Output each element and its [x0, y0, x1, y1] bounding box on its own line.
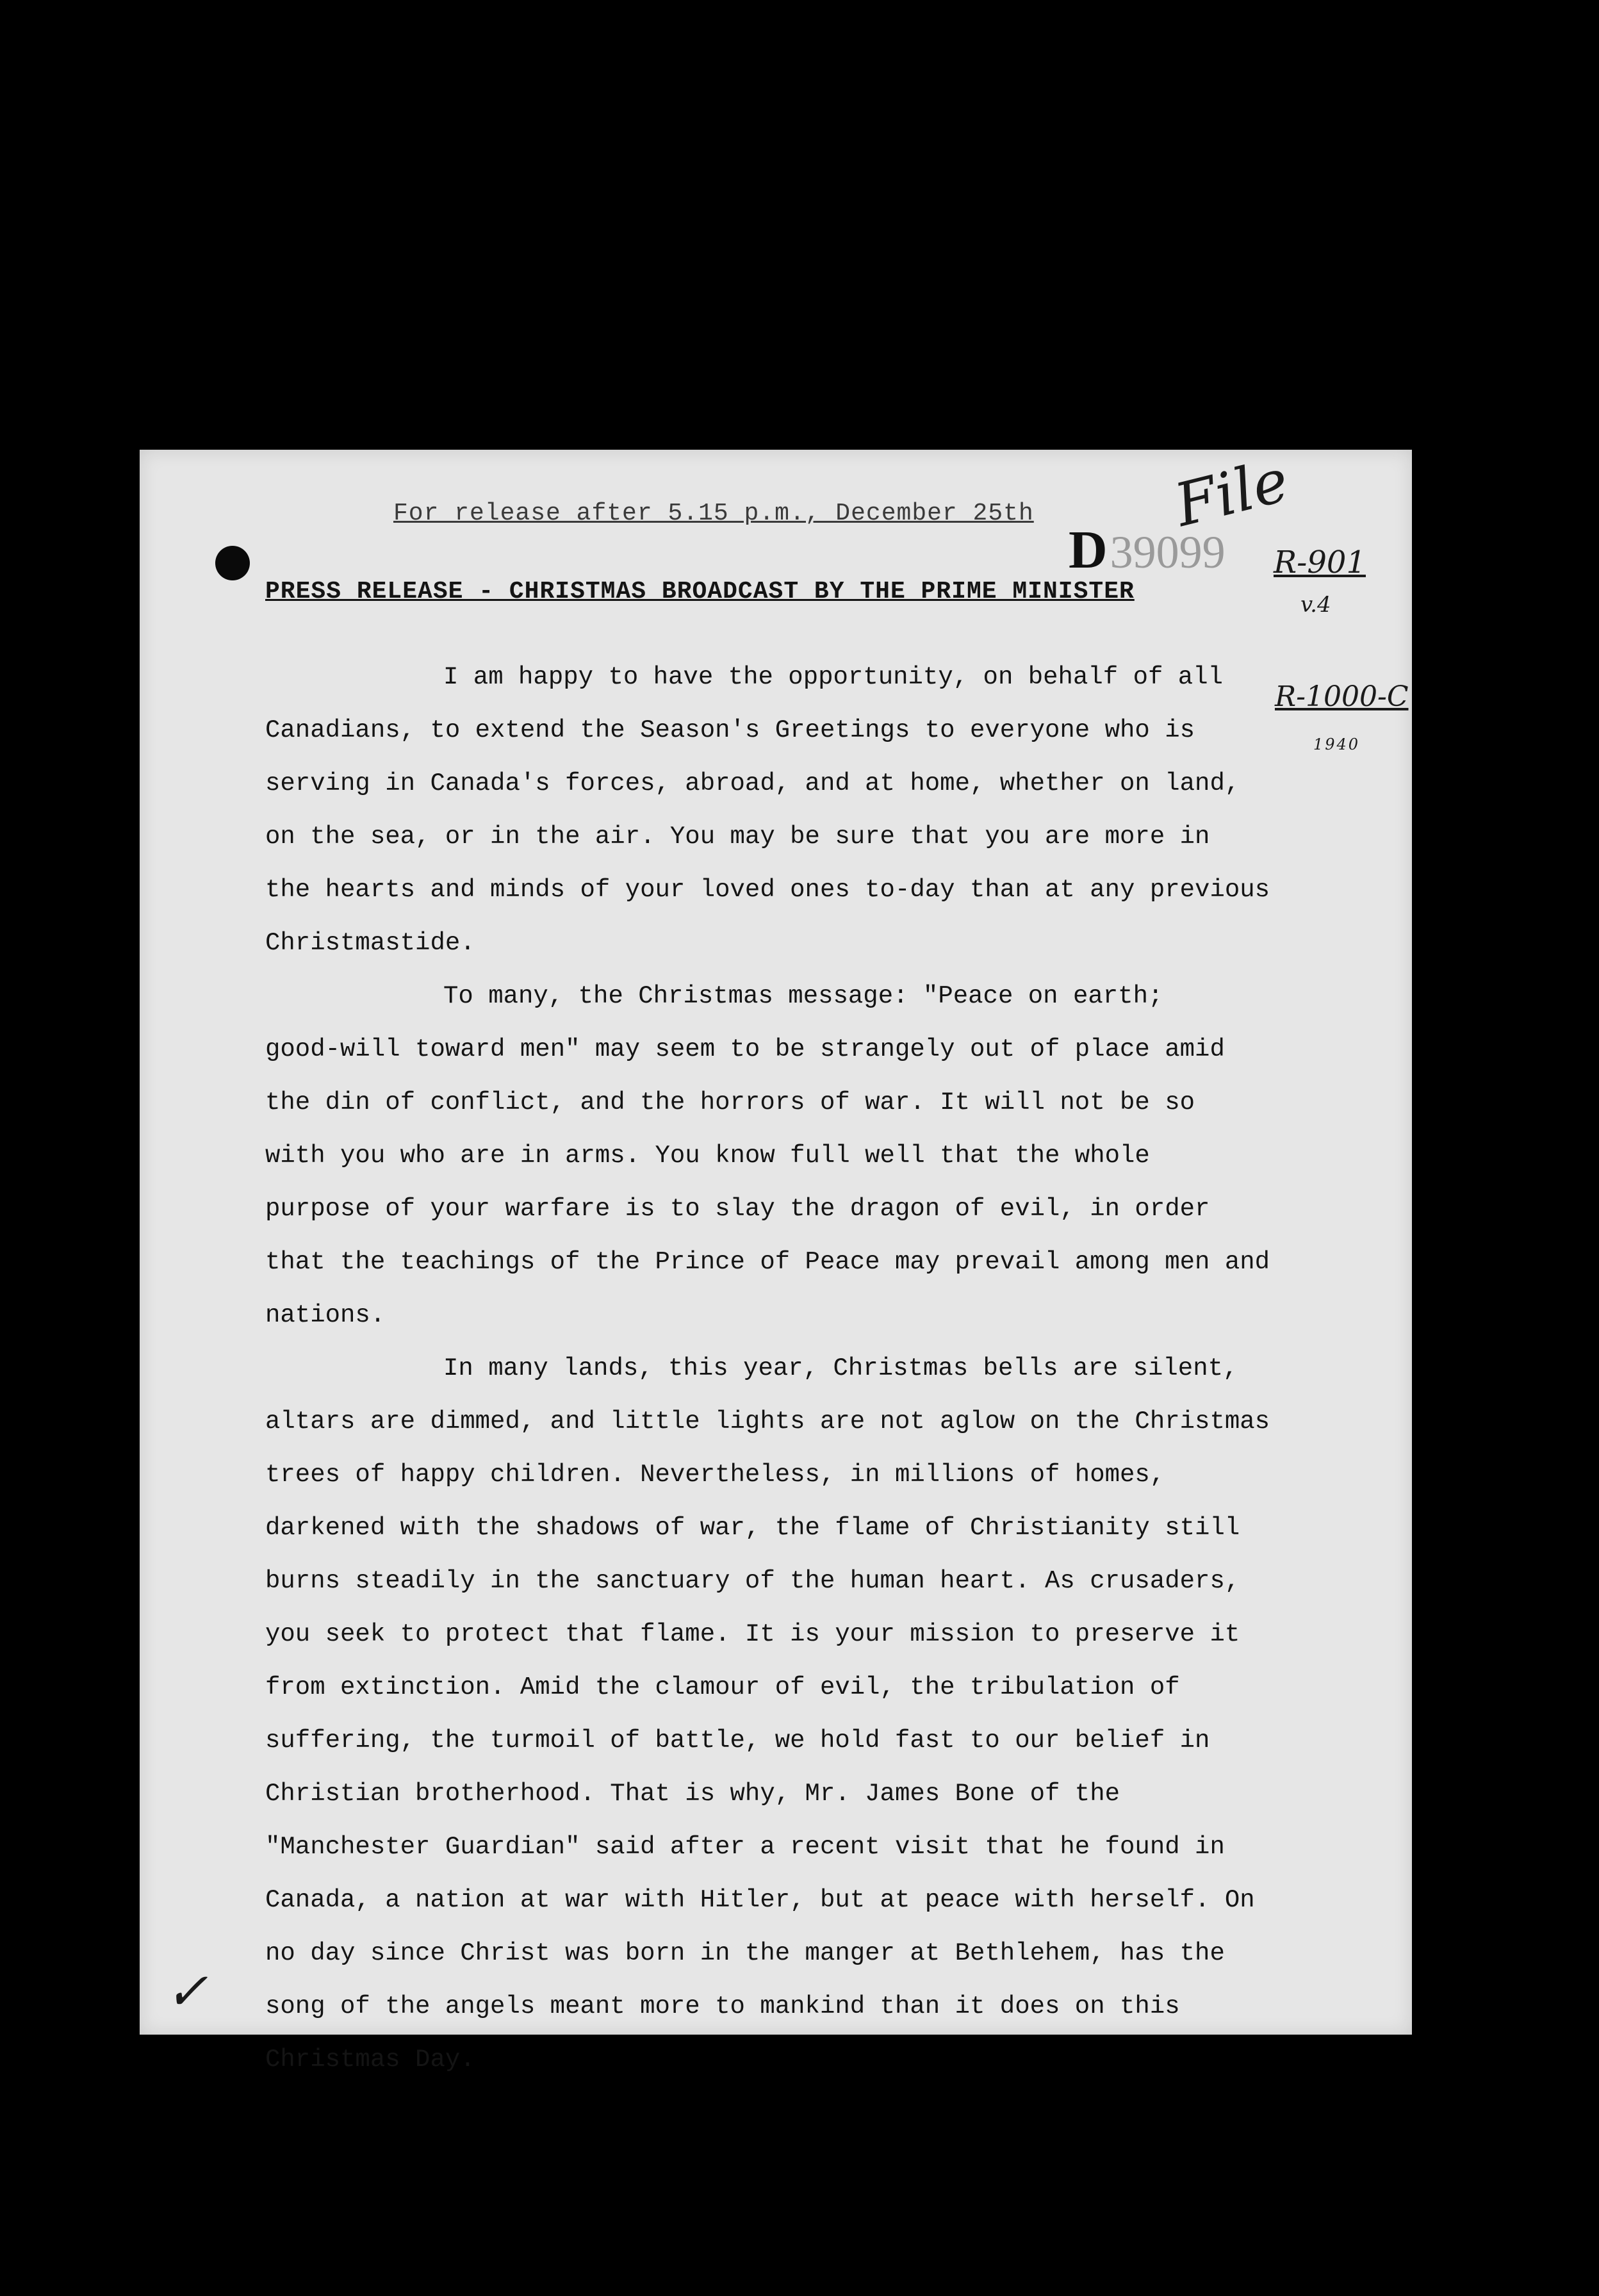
text-line: burns steadily in the sanctuary of the human heart. As crusaders,: [265, 1567, 1240, 1595]
text-line: good-will toward men" may seem to be strangely out of place amid: [265, 1035, 1225, 1063]
text-line: the hearts and minds of your loved ones to-day than at any previous: [265, 876, 1270, 904]
text-line: you seek to protect that flame. It is your mission to preserve it: [265, 1620, 1240, 1648]
stamp-number: 39099: [1110, 527, 1226, 578]
paragraph: [265, 651, 1367, 970]
text-line: Christmastide.: [265, 929, 475, 957]
text-line: that the teachings of the Prince of Peace may prevail among men and: [265, 1248, 1270, 1276]
headline: PRESS RELEASE - CHRISTMAS BROADCAST BY THE PRIME MINISTER: [265, 578, 1135, 605]
handwritten-check-mark: ✓: [165, 1962, 209, 2021]
text-line: with you who are in arms. You know full well that the whole: [265, 1142, 1150, 1170]
stamp-letter: D: [1069, 520, 1108, 580]
handwritten-ref-r901: R-901: [1274, 545, 1366, 580]
text-line: the din of conflict, and the horrors of war. It will not be so: [265, 1088, 1195, 1117]
text-line: Canada, a nation at war with Hitler, but at peace with herself. On: [265, 1886, 1255, 1914]
text-line: altars are dimmed, and little lights are not aglow on the Christmas: [265, 1407, 1270, 1436]
document-page: [140, 446, 1412, 2074]
text-line: suffering, the turmoil of battle, we hold fast to our belief in: [265, 1726, 1210, 1755]
text-line: song of the angels meant more to mankind than it does on this: [265, 1992, 1180, 2021]
text-line: Christmas Day.: [265, 2046, 475, 2074]
text-line: darkened with the shadows of war, the flame of Christianity still: [265, 1514, 1240, 1542]
text-line: on the sea, or in the air. You may be sure that you are more in: [265, 823, 1210, 851]
text-line: nations.: [265, 1301, 386, 1329]
body-text: [265, 651, 1367, 2087]
punch-hole: [215, 546, 250, 580]
release-line: For release after 5.15 p.m., December 25th: [393, 500, 1034, 527]
text-line: I am happy to have the opportunity, on behalf of all: [443, 663, 1223, 691]
handwritten-ref-v4: v.4: [1300, 592, 1331, 618]
text-line: Christian brotherhood. That is why, Mr. James Bone of the: [265, 1780, 1120, 1808]
text-line: no day since Christ was born in the manger at Bethlehem, has the: [265, 1939, 1225, 1967]
text-line: from extinction. Amid the clamour of evil, the tribulation of: [265, 1673, 1180, 1702]
paragraph: [265, 970, 1367, 1342]
handwritten-ref-year: 1940: [1313, 735, 1361, 753]
paragraph: [265, 1342, 1367, 2087]
handwritten-file-note: File: [1168, 446, 1295, 540]
text-line: To many, the Christmas message: "Peace on earth;: [443, 982, 1163, 1010]
text-line: Canadians, to extend the Season's Greetings to everyone who is: [265, 716, 1195, 744]
text-line: trees of happy children. Nevertheless, in millions of homes,: [265, 1461, 1165, 1489]
handwritten-ref-r1000: R-1000-C: [1275, 680, 1409, 713]
text-line: purpose of your warfare is to slay the dragon of evil, in order: [265, 1195, 1210, 1223]
text-line: serving in Canada's forces, abroad, and at home, whether on land,: [265, 769, 1240, 798]
text-line: In many lands, this year, Christmas bells are silent,: [443, 1354, 1238, 1382]
text-line: "Manchester Guardian" said after a recent visit that he found in: [265, 1833, 1225, 1861]
